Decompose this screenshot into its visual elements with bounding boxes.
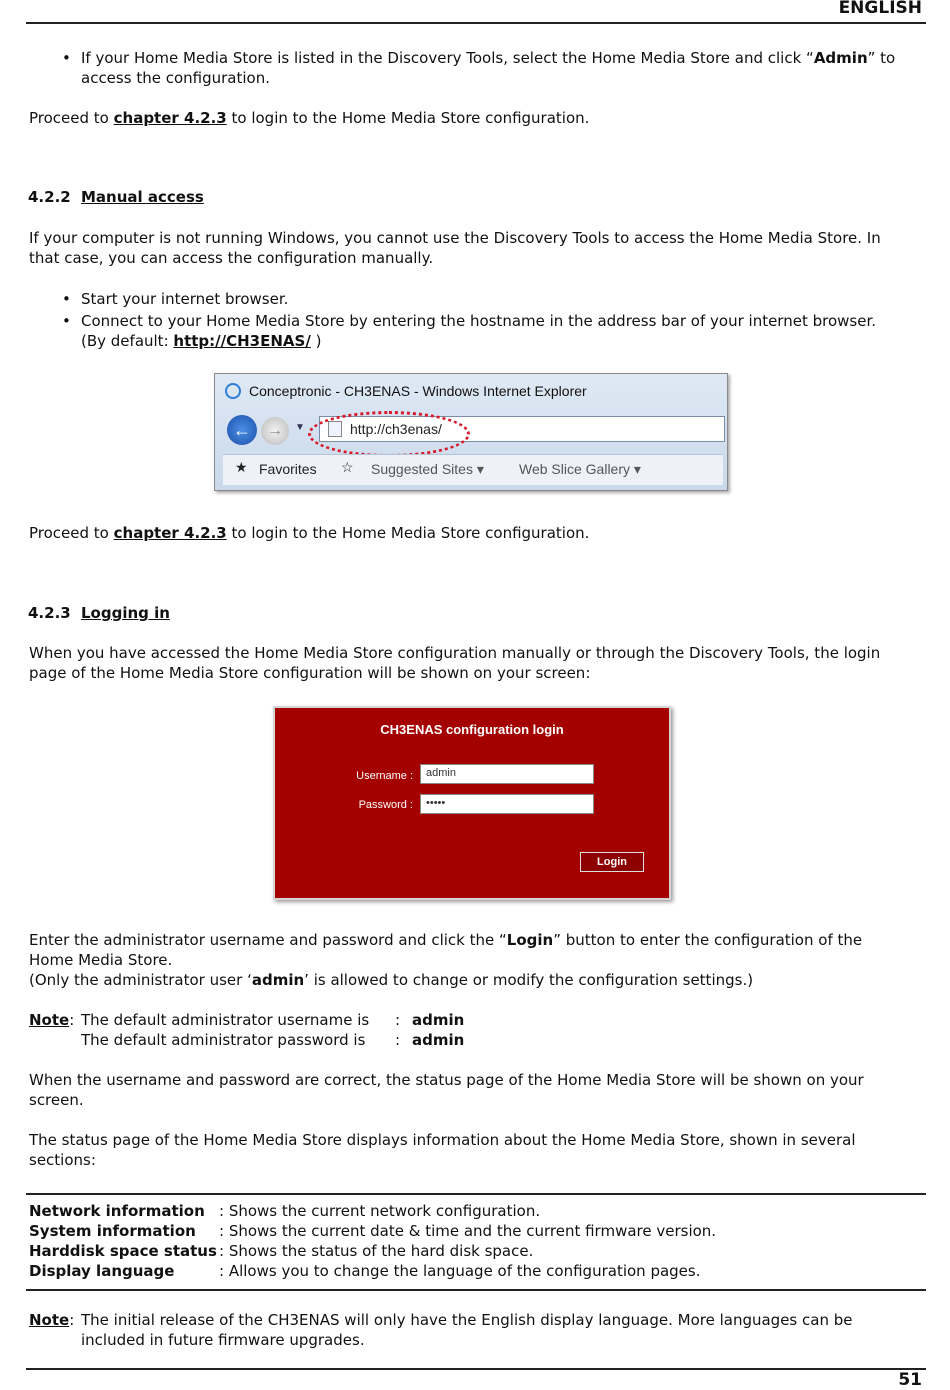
status-page-paragraph: When the username and password are correct, the status page of the Home Media Store will be shown on your screen. [29,1071,864,1109]
proceed-text: Proceed to [29,524,114,542]
section-number: 4.2.2 [28,188,71,206]
default-text-end: ) [310,332,322,350]
enter-paragraph [29,930,909,990]
bullet-dot: • [62,290,71,308]
section-value: : Shows the current network configuration. [219,1202,541,1220]
proceed-paragraph-2 [29,523,909,543]
enter-text-end: ” button to enter the configuration of the Home Media Store. [29,931,863,969]
section-title: Manual access [81,188,204,206]
section-key: Network information [29,1202,205,1220]
note-password-text: The default administrator password is [81,1031,366,1049]
bullet-admin [62,48,912,88]
note-separator: : [395,1031,401,1049]
bullet-text: If your Home Media Store is listed in the Discovery Tools, select the Home Media Store and click “ [81,49,814,67]
header-language: ENGLISH [838,0,922,18]
bullet-dot: • [62,49,71,67]
page-number: 51 [898,1370,922,1390]
note-text: The initial release of the CH3ENAS will only have the English display language. More languages can be included in future firmware upgrades. [81,1311,853,1349]
favorites-button[interactable]: Favorites [259,461,317,477]
note-separator: : [395,1011,401,1029]
web-slice-gallery-button[interactable]: Web Slice Gallery ▾ [519,461,641,477]
admin-note-text-end: ’ is allowed to change or modify the configuration settings.) [304,971,754,989]
section-heading-422 [28,188,204,206]
ie-icon [225,383,241,399]
bullet-connect [62,311,912,351]
username-input[interactable]: admin [420,764,594,784]
highlight-ring [308,411,470,457]
enter-text: Enter the administrator username and password and click the “ [29,931,507,949]
default-password: admin [412,1031,465,1049]
password-input[interactable]: ••••• [420,794,594,814]
chapter-link[interactable]: chapter 4.2.3 [113,524,227,542]
chapter-link[interactable]: chapter 4.2.3 [113,109,227,127]
login-button[interactable]: Login [580,852,644,872]
history-dropdown-icon[interactable]: ▼ [295,422,305,433]
default-credentials-note [29,1010,529,1050]
bullet-text: Start your internet browser. [81,290,289,308]
browser-screenshot [214,373,728,491]
section-value: : Allows you to change the language of the configuration pages. [219,1262,701,1280]
section-value: : Shows the current date & time and the current firmware version. [219,1222,717,1240]
section-heading-423 [28,604,170,622]
manual-access-paragraph: If your computer is not running Windows, you cannot use the Discovery Tools to access the Home Media Store. In that case, you can access the configuration manually. [29,229,881,267]
table-top-rule [26,1193,926,1195]
admin-bold: admin [251,971,305,989]
table-bottom-rule [26,1289,926,1291]
favorites-star-icon: ★ [235,459,248,475]
browser-title: Conceptronic - CH3ENAS - Windows Internet Explorer [249,383,587,399]
admin-note-text: (Only the administrator user ‘ [29,971,252,989]
username-label: Username : [356,770,413,782]
section-value: : Shows the status of the hard disk space. [219,1242,534,1260]
default-username: admin [412,1011,465,1029]
section-key: System information [29,1222,196,1240]
back-arrow-icon[interactable]: ← [227,415,257,445]
note-colon: : [69,1311,75,1329]
sections-paragraph: The status page of the Home Media Store displays information about the Home Media Store, shown in several sections: [29,1131,856,1169]
section-number: 4.2.3 [28,604,71,622]
password-label: Password : [358,799,413,811]
footer-rule [26,1368,926,1370]
admin-bold: Admin [813,49,868,67]
suggested-sites-button[interactable]: Suggested Sites ▾ [371,461,484,477]
bullet-dot: • [62,312,71,330]
note-label: Note [29,1311,70,1329]
forward-arrow-icon[interactable]: → [261,417,289,445]
address-value: http://ch3enas/ [350,421,442,437]
login-title: CH3ENAS configuration login [380,722,564,737]
section-key: Harddisk space status [29,1242,217,1260]
browser-nav-bar [215,412,727,448]
favorites-bar [223,454,723,485]
login-intro-paragraph: When you have accessed the Home Media Store configuration manually or through the Discovery Tools, the login page of the Home Media Store configuration will be shown on your screen: [29,644,881,682]
bullet-start-browser [62,289,912,309]
default-url-link[interactable]: http://CH3ENAS/ [173,332,311,350]
section-title: Logging in [81,604,170,622]
section-key: Display language [29,1262,175,1280]
default-text: (By default: [81,332,174,350]
login-bold: Login [506,931,554,949]
proceed-paragraph-1 [29,108,909,128]
proceed-text: Proceed to [29,109,114,127]
note-label: Note [29,1011,70,1029]
login-screenshot [273,706,671,900]
bullet-text: Connect to your Home Media Store by entering the hostname in the address bar of your internet browser. [81,312,876,330]
note-username-text: The default administrator username is [81,1011,370,1029]
proceed-text-end: to login to the Home Media Store configuration. [226,109,590,127]
note-colon: : [69,1011,75,1029]
proceed-text-end: to login to the Home Media Store configuration. [226,524,590,542]
header-rule [26,22,926,24]
add-favorite-icon[interactable]: ☆ [341,459,354,475]
bullet-text-end: ” to access the configuration. [81,49,896,87]
